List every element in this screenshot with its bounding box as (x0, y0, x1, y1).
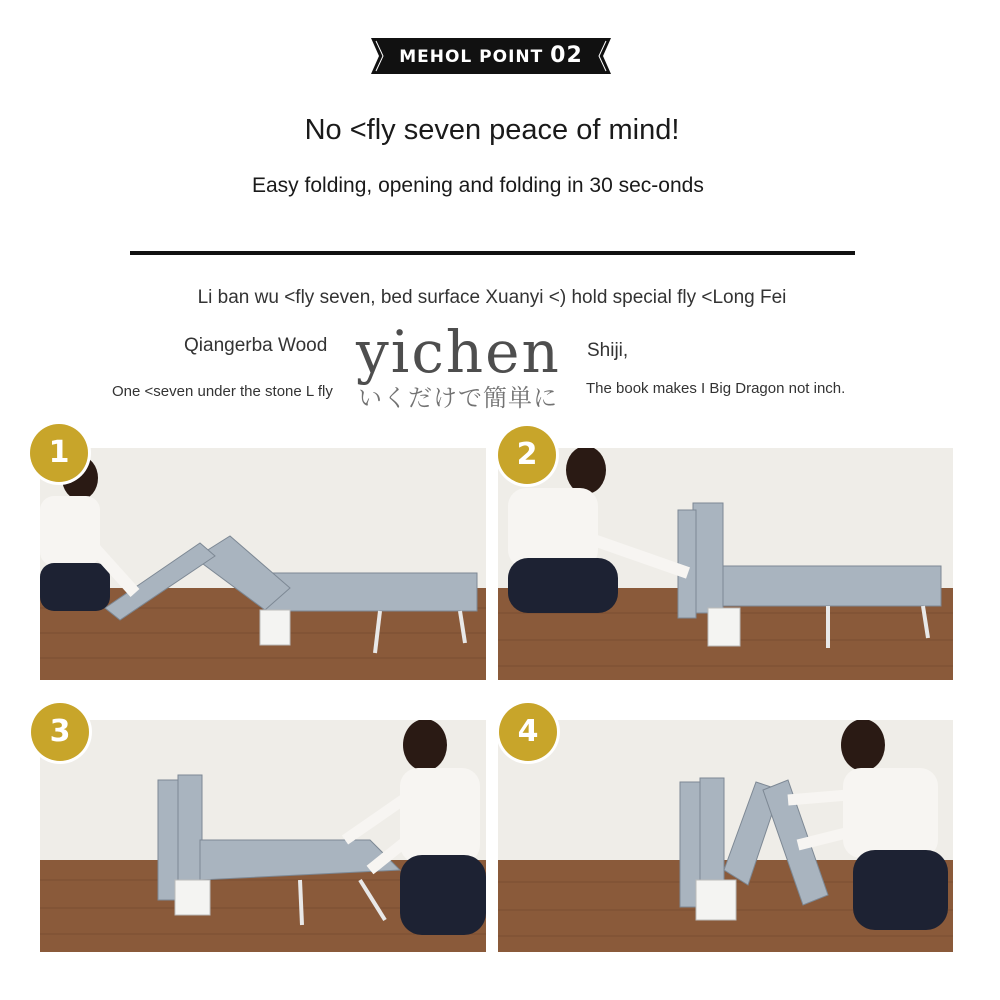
banner-label: MEHOL POINT (399, 47, 551, 67)
step-3-badge: 3 (31, 703, 89, 761)
banner-number: 02 (550, 43, 583, 68)
step-2-badge: 2 (498, 426, 556, 484)
subheadline: Easy folding, opening and folding in 30 sec-onds (252, 174, 704, 197)
step-1-badge: 1 (30, 424, 88, 482)
description-line-3-left: One <seven under the stone L fly (112, 383, 333, 400)
step-1-photo (40, 448, 486, 680)
watermark: yichen (356, 318, 561, 386)
step-2-photo (498, 448, 953, 680)
step-4-badge: 4 (499, 703, 557, 761)
headline: No <fly seven peace of mind! (304, 114, 680, 146)
description-line-1: Li ban wu <fly seven, bed surface Xuanyi <) hold special fly <Long Fei (197, 287, 787, 308)
description-line-2-right: Shiji, (587, 340, 629, 361)
japanese-overlay-text: いくだけで簡単に (358, 384, 558, 412)
divider (130, 251, 855, 255)
description-line-2-left: Qiangerba Wood (184, 335, 328, 356)
section-banner (371, 38, 611, 74)
step-3-photo (40, 720, 486, 952)
step-4-photo (498, 720, 953, 952)
description-line-3-right: The book makes I Big Dragon not inch. (586, 380, 846, 397)
banner-title (371, 38, 611, 74)
